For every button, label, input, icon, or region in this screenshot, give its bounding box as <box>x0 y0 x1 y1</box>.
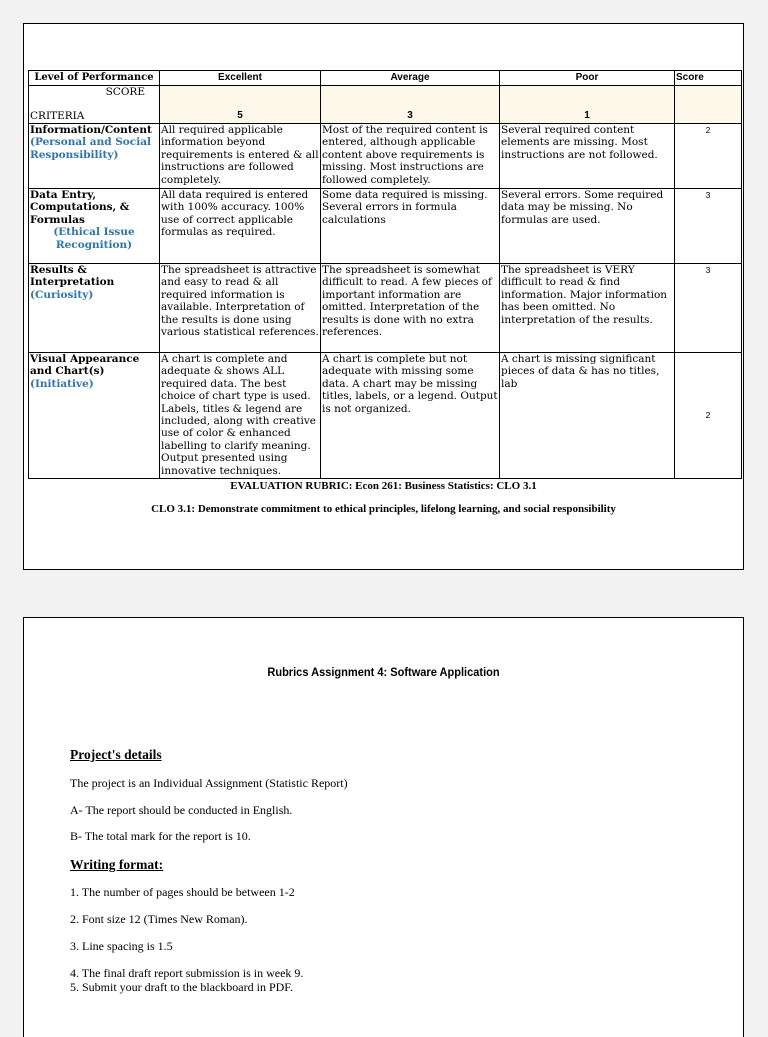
score-value: 3 <box>675 189 742 264</box>
poor-description: Several errors. Some required data may be missing. No formulas are used. <box>500 189 675 264</box>
score-value: 2 <box>675 353 742 479</box>
average-description: The spreadsheet is somewhat difficult to read. A few pieces of important information are omitted. Interpretation of the results is done with no extra references. <box>321 264 500 353</box>
rubric-footer-title: EVALUATION RUBRIC: Econ 261: Business Statistics: CLO 3.1 <box>230 480 537 492</box>
header-excellent: Excellent <box>160 71 321 86</box>
rubric-row-data-entry <box>29 189 742 264</box>
criterion-subtitle: (Personal and Social Responsibility) <box>30 136 151 161</box>
rubric-footer-clo: CLO 3.1: Demonstrate commitment to ethical principles, lifelong learning, and social responsibility <box>151 503 616 515</box>
criterion-subtitle: (Curiosity) <box>30 288 94 301</box>
criterion-title: Visual Appearance and Chart(s) <box>30 353 140 378</box>
rubric-row-results-interpretation <box>29 264 742 353</box>
rubric-header-row <box>29 71 742 86</box>
header-average: Average <box>321 71 500 86</box>
average-description: Most of the required content is entered, although applicable content above requirements is missing. Most instructions are followed completely. <box>321 124 500 189</box>
criterion-title: Data Entry, Computations, & Formulas <box>30 189 130 226</box>
format-line: 4. The final draft report submission is in week 9. <box>70 966 304 980</box>
excellent-description: All data required is entered with 100% accuracy. 100% use of correct applicable formulas as required. <box>160 189 321 264</box>
poor-description: The spreadsheet is VERY difficult to read & find information. Major information has been omitted. No interpretation of the results. <box>500 264 675 353</box>
page-title: Rubrics Assignment 4: Software Application <box>267 665 500 679</box>
format-line: 1. The number of pages should be between 1-2 <box>70 885 295 899</box>
header-score: Score <box>675 71 742 86</box>
format-line: 2. Font size 12 (Times New Roman). <box>70 912 248 926</box>
evaluation-rubric-table <box>28 70 742 479</box>
rubric-points-row <box>29 86 742 124</box>
poor-description: Several required content elements are missing. Most instructions are not followed. <box>500 124 675 189</box>
criterion-cell <box>29 353 160 479</box>
score-criteria-cell <box>29 86 160 124</box>
header-level-of-performance: Level of Performance <box>29 71 160 86</box>
criteria-label: CRITERIA <box>30 109 85 122</box>
score-value: 2 <box>675 124 742 189</box>
projects-details-heading: Project's details <box>70 747 162 762</box>
criterion-cell <box>29 264 160 353</box>
document-page-2 <box>23 617 744 1037</box>
rubric-row-information-content <box>29 124 742 189</box>
criterion-cell <box>29 189 160 264</box>
excellent-description: All required applicable information beyond requirements is entered & all instructions are followed completely. <box>160 124 321 189</box>
format-line: 5. Submit your draft to the blackboard in PDF. <box>70 980 294 994</box>
points-score-empty <box>675 86 742 124</box>
excellent-description: The spreadsheet is attractive and easy to read & all required information is available. Interpretation of the results is done using various statistical references. <box>160 264 321 353</box>
criterion-cell <box>29 124 160 189</box>
criterion-subtitle: (Ethical Issue Recognition) <box>53 226 135 251</box>
document-page-1 <box>23 23 744 570</box>
header-poor: Poor <box>500 71 675 86</box>
points-excellent: 5 <box>160 86 321 124</box>
criterion-subtitle: (Initiative) <box>30 377 94 390</box>
poor-description: A chart is missing significant pieces of data & has no titles, lab <box>500 353 675 479</box>
score-label: SCORE <box>105 86 145 98</box>
details-line: A- The report should be conducted in English. <box>70 803 293 817</box>
details-line: B- The total mark for the report is 10. <box>70 829 251 843</box>
criterion-title: Results & Interpretation <box>30 264 115 289</box>
points-poor: 1 <box>500 86 675 124</box>
score-value: 3 <box>675 264 742 353</box>
points-average: 3 <box>321 86 500 124</box>
average-description: Some data required is missing. Several errors in formula calculations <box>321 189 500 264</box>
criterion-title: Information/Content <box>30 124 152 136</box>
details-line: The project is an Individual Assignment (Statistic Report) <box>70 776 348 790</box>
writing-format-heading: Writing format: <box>70 857 164 872</box>
excellent-description: A chart is complete and adequate & shows ALL required data. The best choice of chart type is used. Labels, titles & legend are included, along with creative use of color & enhanced labelling to clarify meaning. Output presented using innovative techniques. <box>160 353 321 479</box>
average-description: A chart is complete but not adequate with missing some data. A chart may be missing titles, labels, or a legend. Output is not organized. <box>321 353 500 479</box>
format-line: 3. Line spacing is 1.5 <box>70 939 173 953</box>
rubric-row-visual-appearance <box>29 353 742 479</box>
